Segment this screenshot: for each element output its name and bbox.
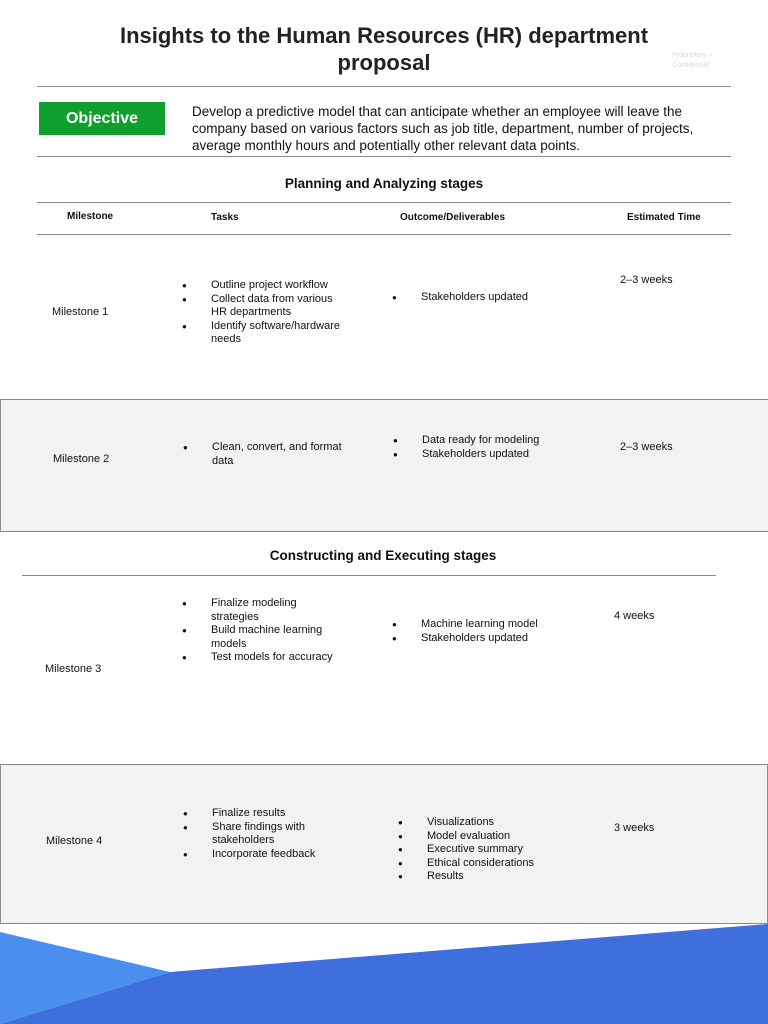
estimated-time: 3 weeks [614,822,655,834]
estimated-time: 2–3 weeks [620,274,673,286]
milestone-label: Milestone 4 [46,835,103,847]
estimated-time: 2–3 weeks [620,441,673,453]
deliverables-list [398,816,578,884]
list-item: ● Collect data from various HR departments [182,293,342,320]
list-item: ● Executive summary [398,843,578,857]
list-item: ● Model evaluation [398,830,578,844]
list-item: ● Stakeholders updated [392,291,572,305]
list-item: ● Machine learning model [392,618,572,632]
objective-badge: Objective [39,102,165,135]
tasks-list [182,597,342,665]
table-row [0,399,768,532]
list-item: ● Ethical considerations [398,857,578,871]
list-item: ● Finalize results [183,807,343,821]
header-row-divider [37,234,731,235]
tasks-list [183,807,343,861]
list-item: ● Results [398,870,578,884]
list-item: ● Identify software/hardware needs [182,320,342,347]
estimated-time: 4 weeks [614,610,655,622]
footer-decoration [0,920,768,1024]
confidential-watermark: Proprietary + Confidential [672,52,713,69]
list-item: ● Finalize modeling strategies [182,597,342,624]
title-divider [37,86,731,87]
deliverables-list [393,434,573,461]
list-item: ● Outline project workflow [182,279,342,293]
objective-text: Develop a predictive model that can anticipate whether an employee will leave the company based on various factors such as job title, department, number of projects, average monthly hours and potentially other relevant data points. [192,104,694,153]
tasks-list [182,279,342,347]
deliverables-list [392,618,572,645]
tasks-list [183,441,343,468]
list-item: ● Build machine learning models [182,624,342,651]
objective-divider [37,156,731,157]
list-item: ● Data ready for modeling [393,434,573,448]
planning-stage-title: Planning and Analyzing stages [284,176,484,191]
list-item: ● Stakeholders updated [392,632,572,646]
list-item: ● Test models for accuracy [182,651,342,665]
column-header-estimated-time: Estimated Time [627,212,701,223]
column-header-milestone: Milestone [67,211,114,222]
constructing-stage-title: Constructing and Executing stages [269,548,497,563]
stage1-title-divider [37,202,731,203]
list-item: ● Incorporate feedback [183,848,343,862]
deliverables-list [392,291,572,305]
milestone-label: Milestone 3 [45,663,102,675]
table-row [0,764,768,924]
milestone-label: Milestone 2 [53,453,110,465]
milestone-label: Milestone 1 [52,306,109,318]
page-title: Insights to the Human Resources (HR) department proposal [119,23,649,75]
list-item: ● Share findings with stakeholders [183,821,343,848]
list-item: ● Stakeholders updated [393,448,573,462]
list-item: ● Clean, convert, and format data [183,441,343,468]
stage2-title-divider [22,575,716,576]
column-header-deliverables: Outcome/Deliverables [400,212,506,223]
list-item: ● Visualizations [398,816,578,830]
column-header-tasks: Tasks [211,212,239,223]
